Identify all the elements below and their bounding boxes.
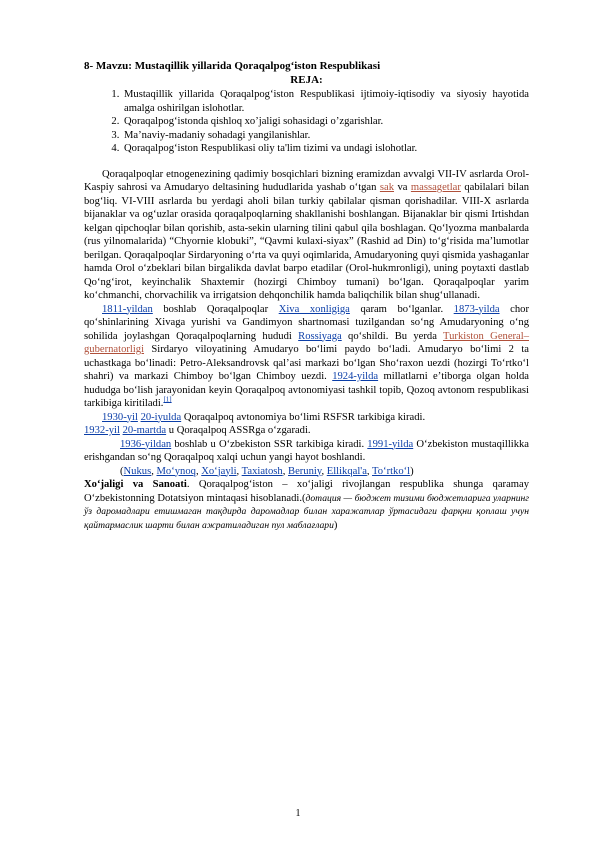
link-1811[interactable]: 1811-yildan	[102, 303, 153, 315]
paragraph-1930	[84, 411, 529, 425]
separator: ,	[151, 465, 157, 477]
link-20-iyul[interactable]: 20-iyulda	[140, 411, 182, 423]
plan-item-1: 1. Mustaqillik yillarida Qoraqalpog‘iston Respublikasi ijtimoiy-iqtisodiy va siyosiy hayotida amalga oshirilgan islohotlar.	[122, 88, 529, 115]
link-1930[interactable]: 1930-yil	[102, 411, 138, 423]
plan-list	[84, 88, 529, 156]
link-20-mart[interactable]: 20-martda	[122, 425, 167, 436]
plan-item-2: 2. Qoraqalpog‘istonda qishloq xo’jaligi sohasidagi o’zgarishlar.	[122, 115, 529, 129]
link-1873[interactable]: 1873-yilda	[453, 303, 500, 315]
plan-item-3: 3. Ma’naviy-madaniy sohadagi yangilanishlar.	[122, 129, 529, 143]
text-run: . Qoraqalpogʻiston – xoʻjaligi rivojlangan respublika shunga qaramay Oʻzbekistonning Dotatsiyon mintaqasi hisoblanadi.(	[84, 479, 530, 504]
link-moynoq[interactable]: Moʻynoq	[156, 465, 196, 477]
paragraph-economy	[84, 478, 529, 532]
text-run: qaram boʻlganlar.	[349, 303, 454, 315]
link-xiva[interactable]: Xiva xonligiga	[278, 303, 350, 315]
paren: )	[410, 465, 414, 477]
link-sak[interactable]: sak	[379, 182, 395, 193]
separator: ,	[366, 465, 373, 477]
paren: (	[120, 465, 124, 477]
link-1932[interactable]: 1932-yil	[84, 425, 120, 436]
link-1991[interactable]: 1991-yilda	[367, 438, 414, 450]
plan-heading: REJA:	[290, 73, 323, 86]
link-1936[interactable]: 1936-yildan	[120, 438, 172, 450]
definition-text: дотация — бюджет тизими бюджетларига уларнинг ўз даромадлари етишмаган тақдирда даромадлар билан харажатлар ўртасидаги фарқни қоплаш учун қайтармаслик шарти билан ажратиладиган пул маблағлари	[84, 492, 529, 531]
paragraph-history	[84, 303, 529, 411]
text-run: qoʻshildi. Bu yerda	[341, 330, 444, 342]
link-rossiya[interactable]: Rossiyaga	[298, 330, 342, 342]
paragraph-cities	[84, 465, 529, 479]
link-nukus[interactable]: Nukus	[123, 465, 152, 477]
paragraph-1932	[84, 424, 529, 438]
link-taxiatosh[interactable]: Taxiatosh	[241, 465, 283, 477]
paragraph-1936	[84, 438, 529, 465]
paragraph-ethnogenesis	[84, 168, 529, 303]
text-run: millatlarni eʼtiborga olgan holda hududga boʻlish jarayonidan keyin Qoraqalpoq avtonomiyasi tashkil topib, Qozoq avtonom respublikasi tarkibiga kiritiladi.	[84, 371, 529, 409]
text-run: Sirdaryo viloyatining Amudaryo boʻlimi paydo boʻladi. Amudaryo boʻlimi 2 ta uchastkaga boʻlinadi: Petro-Aleksandrovsk qalʼasi markazi boʻlgan Shoʻraxon uezdi (hozirgi Toʻrtkoʻl shahri) va markazi Chimboy boʻlgan Chimboy uezdi.	[84, 344, 529, 382]
page-number: 1	[295, 808, 301, 819]
text-run: va	[394, 182, 411, 193]
text-run: chor qoʻshinlarining Xivaga yurishi va Gandimyon shartnomasi tuzilgandan soʻng Amudaryoning oʻng sohilida joylashgan Qoraqalpoqlarning hududi	[84, 303, 529, 342]
text-run: qabilalari bilan bogʻliq. VI-VIII asrlarda bu yerdagi aholi bilan turkiy qabilalar qisman qorishadilar. VIII-X asrlarda bijanaklar va ogʻuzlar orasida qoraqalpoqlarning shakllanishi boshlangan. Bijanaklar bir qismi Irtishdan kelgan qipchoqlar bilan qorishib, asta-sekin ularning tilini qabul qila boshlagan. Qoʻlyozma manbalarda (rus yilnomalarida) “Chyornie klobuki”, “Qavmi kulaxi-siyax” (Rashid ad Din) toʻgʻrisida maʼlumotlar berilgan. Qoraqalpoqlar Sirdaryoning oʻrta va quyi oqimlarida, Amudaryoning quyi qismida yashaganlar hamda Orol oʻzbeklari bilan birgalikda davlat barpo etadilar (Orol-hukmronligi), uning poytaxti dastlab Qoʻngʻirot, keyinchalik Shaxtemir (hozirgi Chimboy tumani) boʻlgan. Qoraqalpoqlar yarim koʻchmanchi, chorvachilik va irrigatsion dehqonchilik hamda baliqchilik bilan shugʻullanadi.	[84, 182, 529, 301]
paren: )	[333, 519, 338, 531]
link-massagetlar[interactable]: massagetlar	[410, 182, 461, 193]
link-1924[interactable]: 1924-yilda	[332, 371, 379, 382]
separator: ,	[195, 465, 202, 477]
link-ellikqala[interactable]: Ellikqal'a	[326, 465, 367, 477]
text-run: Qoraqalpoq avtonomiya boʻlimi RSFSR tarkibiga kiradi.	[181, 411, 426, 423]
link-turkiston[interactable]: Turkiston General–gubernatorligi	[84, 330, 529, 355]
text-run: u Qoraqalpoq ASSRga oʻzgaradi.	[166, 425, 311, 436]
plan-item-4: 4. Qoraqalpog‘iston Respublikasi oliy ta'lim tizimi va undagi islohotlar.	[122, 142, 529, 156]
text-run: boshlab Qoraqalpoqlar	[152, 303, 279, 315]
separator: ,	[236, 465, 242, 477]
text-run: Oʻzbekiston mustaqillikka erishgandan soʻng Qoraqalpoq xalqi uchun yangi hayot boshlandi.	[84, 438, 529, 463]
link-beruniy[interactable]: Beruniy	[288, 465, 322, 477]
document-page	[84, 60, 529, 532]
link-tortkol[interactable]: Toʻrtkoʻl	[372, 465, 411, 477]
separator: ,	[282, 465, 288, 477]
text-run: boshlab u Oʻzbekiston SSR tarkibiga kiradi.	[171, 438, 368, 450]
link-xojayli[interactable]: Xoʻjayli	[201, 465, 237, 477]
text-run: Qoraqalpoqlar etnogenezining qadimiy bosqichlari bizning eramizdan avvalgi VII-IV asrlarda Orol-Kaspiy sahrosi va Amudaryo deltasining hududlarida yashab oʻtgan	[84, 168, 529, 193]
page-title: 8- Mavzu: Mustaqillik yillarida Qoraqalpog‘iston Respublikasi	[84, 60, 381, 72]
footnote-ref[interactable]: [1]	[163, 395, 172, 404]
section-heading: Xoʻjaligi va Sanoati	[84, 479, 187, 490]
separator: ,	[321, 465, 327, 477]
